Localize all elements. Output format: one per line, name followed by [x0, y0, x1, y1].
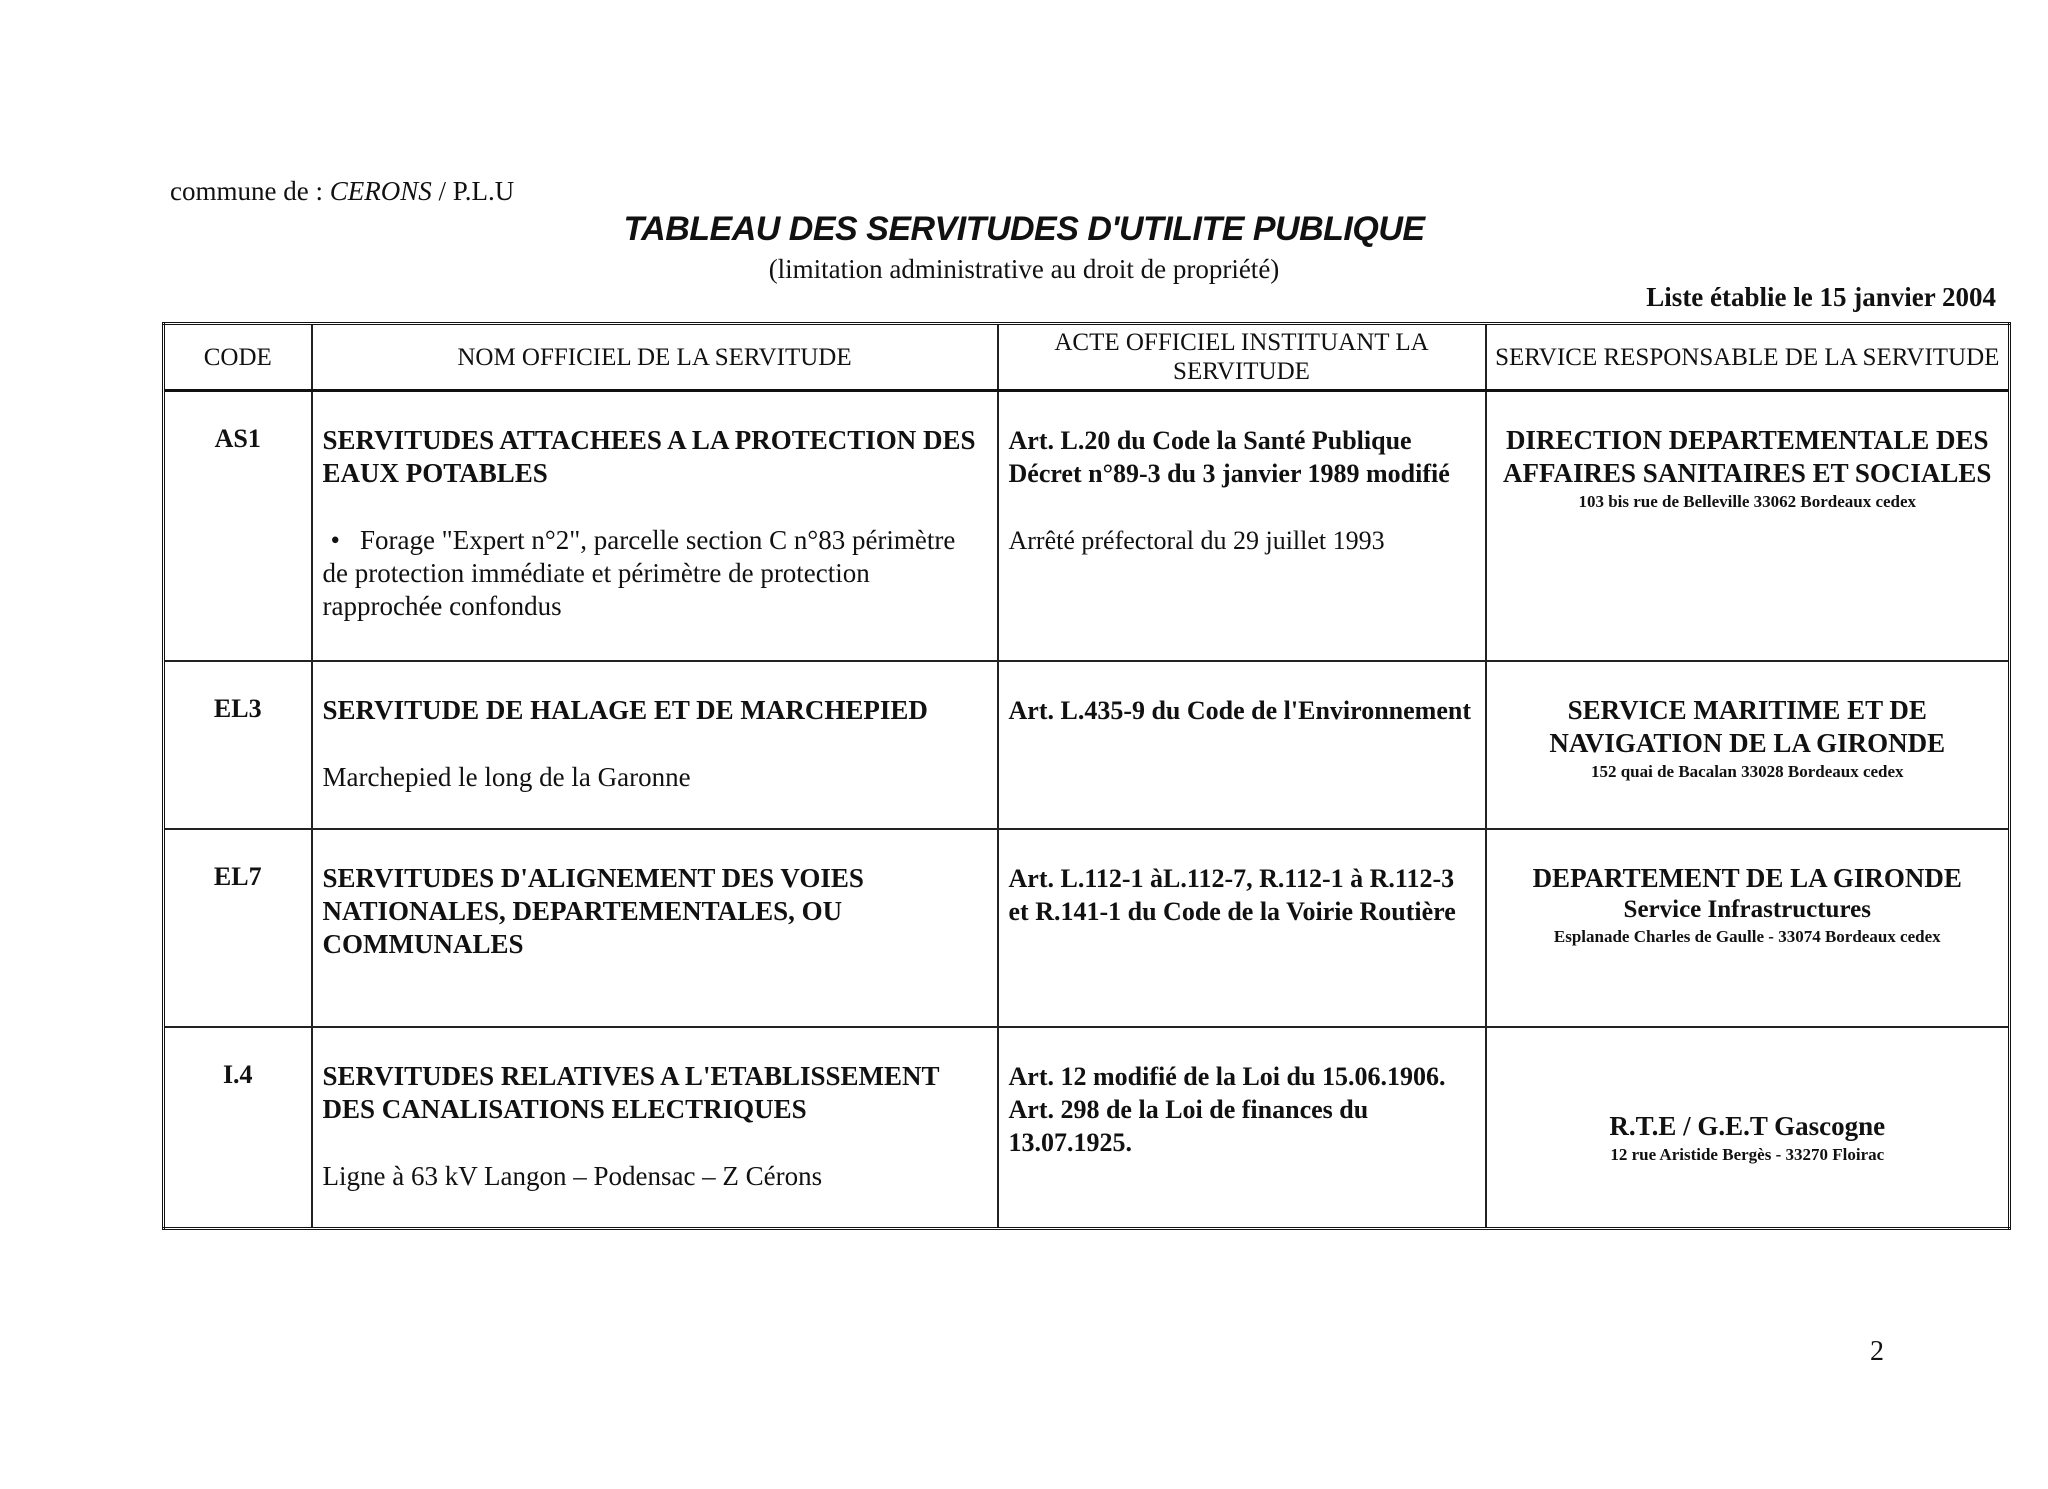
page-number: 2 — [1870, 1336, 1884, 1367]
row-service-cell — [1486, 829, 2010, 1027]
table-row — [164, 391, 2010, 661]
row-code: EL3 — [164, 661, 312, 829]
commune-prefix: commune de : — [170, 176, 330, 206]
column-header-acte: ACTE OFFICIEL INSTITUANT LA SERVITUDE — [998, 324, 1486, 391]
document-title: TABLEAU DES SERVITUDES D'UTILITE PUBLIQUE — [623, 210, 1425, 248]
row-nom: SERVITUDES ATTACHEES A LA PROTECTION DES EAUX POTABLES — [322, 425, 976, 488]
row-acte-cell — [998, 391, 1486, 661]
row-acte: Art. L.20 du Code la Santé Publique Décret n°89-3 du 3 janvier 1989 modifié — [1008, 426, 1450, 488]
row-service-sub: Service Infrastructures — [1623, 895, 1871, 923]
column-header-code: CODE — [164, 324, 312, 391]
row-nom-cell — [312, 1027, 998, 1229]
row-service-address: Esplanade Charles de Gaulle - 33074 Bordeaux cedex — [1553, 926, 1941, 946]
table-row — [164, 1027, 2010, 1229]
commune-suffix: / P.L.U — [431, 176, 515, 206]
table-row — [164, 661, 2010, 829]
row-detail-text: Ligne à 63 kV Langon – Podensac – Z Cérons — [322, 1160, 823, 1191]
row-acte: Art. L.435-9 du Code de l'Environnement — [1008, 695, 1471, 725]
row-nom-cell — [312, 661, 998, 829]
row-nom-cell — [312, 829, 998, 1027]
row-code: EL7 — [164, 829, 312, 1027]
row-service-cell — [1486, 661, 2010, 829]
row-service-cell — [1486, 1027, 2010, 1229]
row-service-address: 103 bis rue de Belleville 33062 Bordeaux cedex — [1578, 492, 1917, 511]
row-nom: SERVITUDES RELATIVES A L'ETABLISSEMENT DES CANALISATIONS ELECTRIQUES — [322, 1060, 940, 1124]
row-acte: Art. 12 modifié de la Loi du 15.06.1906. Art. 298 de la Loi de finances du 13.07.1925. — [1008, 1061, 1446, 1157]
row-service-name: R.T.E / G.E.T Gascogne — [1609, 1110, 1886, 1141]
row-acte-cell — [998, 829, 1486, 1027]
row-nom: SERVITUDE DE HALAGE ET DE MARCHEPIED — [322, 694, 928, 725]
column-header-service: SERVICE RESPONSABLE DE LA SERVITUDE — [1486, 324, 2010, 391]
column-header-nom: NOM OFFICIEL DE LA SERVITUDE — [312, 324, 998, 391]
row-nom-cell — [312, 391, 998, 661]
row-service-name: SERVICE MARITIME ET DE NAVIGATION DE LA GIRONDE — [1549, 694, 1946, 758]
row-code: AS1 — [164, 391, 312, 661]
bullet-icon: • — [330, 525, 340, 555]
table-header-row — [164, 324, 2010, 391]
row-detail — [323, 524, 987, 623]
commune-name: CERONS — [329, 176, 432, 206]
row-nom: SERVITUDES D'ALIGNEMENT DES VOIES NATIONALES, DEPARTEMENTALES, OU COMMUNALES — [322, 862, 864, 959]
commune-line — [170, 174, 514, 208]
row-acte: Art. L.112-1 àL.112-7, R.112-1 à R.112-3 et R.141-1 du Code de la Voirie Routière — [1008, 863, 1456, 926]
row-acte-cell — [998, 661, 1486, 829]
row-service-address: 152 quai de Bacalan 33028 Bordeaux cedex — [1590, 761, 1904, 781]
list-date: Liste établie le 15 janvier 2004 — [1646, 282, 1996, 312]
document-subtitle: (limitation administrative au droit de propriété) — [768, 254, 1280, 284]
row-service-name: DEPARTEMENT DE LA GIRONDE — [1532, 862, 1962, 893]
row-service-cell — [1486, 391, 2010, 661]
row-detail-text: Forage "Expert n°2", parcelle section C n°83 périmètre de protection immédiate et périmètre de protection rapprochée confondus — [322, 525, 956, 621]
table-row — [164, 829, 2010, 1027]
row-detail-text: Marchepied le long de la Garonne — [322, 761, 691, 792]
row-code: I.4 — [164, 1027, 312, 1229]
row-service-address: 12 rue Aristide Bergès - 33270 Floirac — [1610, 1144, 1885, 1164]
row-acte-cell — [998, 1027, 1486, 1229]
servitudes-table — [162, 322, 2011, 1230]
row-service-name: DIRECTION DEPARTEMENTALE DES AFFAIRES SANITAIRES ET SOCIALES — [1503, 425, 1992, 488]
row-acte-extra: Arrêté préfectoral du 29 juillet 1993 — [1008, 526, 1385, 555]
